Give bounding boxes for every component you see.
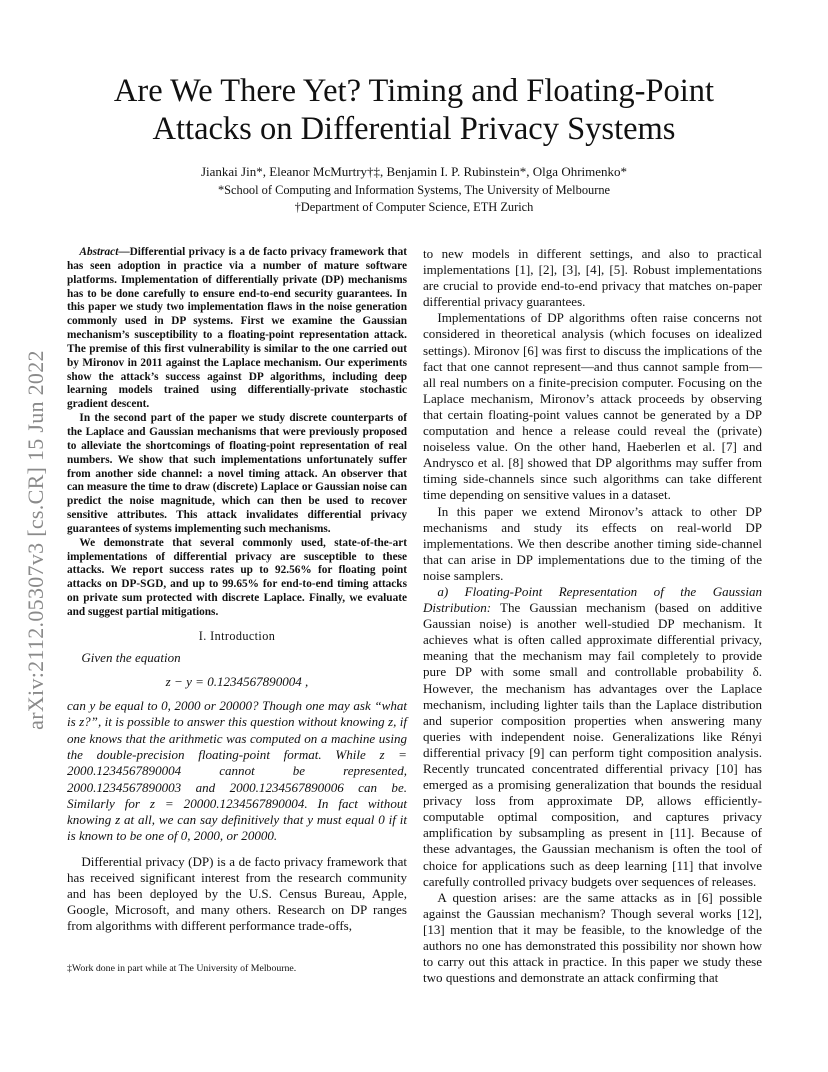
left-column [67,246,407,934]
subsection-heading-floating-point: a) Floating-Point Representation of the Gaussian Distribution: [423,583,762,616]
affiliation-eth: †Department of Computer Science, ETH Zurich [294,200,534,214]
right-paragraph-3: In this paper we extend Mironov’s attack to other DP mechanisms and study its effects on real-world DP implementations. We then describe another timing side-channel that can arise in DP implementations due to the timing of the noise samplers. [423,503,762,583]
abstract [67,246,407,620]
intro-equation: z − y = 0.1234567890004 , [165,673,309,689]
intro-italic-paragraph: can y be equal to 0, 2000 or 20000? Though one may ask “what is z?”, it is possible to answer this question without knowing z, if one knows that the arithmetic was computed on a machine using the double-precision floating-point format. While z = 2000.1234567890004 cannot be represented, 2000.1234567890003 and 2000.1234567890006 can be. Similarly for z = 20000.1234567890004. In fact without knowing z at all, we can say definitively that y must equal 0 if it is known to be one of 0, 2000, or 20000. [67,698,407,844]
right-paragraph-5: A question arises: are the same attacks as in [6] possible against the Gaussian mechanism? Though several works [12], [13] mention that it may be feasible, to the knowledge of the authors no one has demonstrated this possibility nor shown how to carry out this attack in practice. In this paper we study these two questions and demonstrate an attack confirming that [423,889,762,986]
right-paragraph-4: The Gaussian mechanism (based on additive Gaussian noise) is another well-studied DP mechanism. It achieves what is often called approximate differential privacy, meaning that the mechanism may fail completely to provide pure DP with some small and controllable probability δ. However, the mechanism has advantages over the Laplace mechanism, including lighter tails than the Laplace distribution and superior composition properties when answering many queries with independent noise. Generalizations like Rényi differential privacy [9] can perform tight composition analysis. Recently truncated concentrated differential privacy [10] has emerged as a promising generalization that bounds the residual privacy loss from approximate DP, allows efficiently-computable optimal composition, and captures privacy amplification by subsampling as present in [11]. Because of these advantages, the Gaussian mechanism is often the tool of choice for applications such as deep learning [11] that involve carefully controlled privacy budgets over sequences of releases. [423,600,762,889]
right-column [423,246,762,986]
paper-title-line-1: Are We There Yet? Timing and Floating-Point [113,73,715,109]
paper-title-line-2: Attacks on Differential Privacy Systems [152,111,676,147]
abstract-paragraph-1: —Differential privacy is a de facto privacy framework that has seen adoption in practice via a number of mature software platforms. Implementation of differentially private (DP) mechanisms has to be done carefully to ensure end-to-end security guarantees. In this paper we study two implementation flaws in the noise generation commonly used in DP systems. First we examine the Gaussian mechanism’s susceptibility to a floating-point representation attack. The premise of this first vulnerability is similar to the one carried out by Mironov in 2011 against the Laplace mechanism. Our experiments show the attack’s success against DP algorithms, including deep learning models trained using differentially-private stochastic gradient descent. [67,246,407,411]
intro-given-equation: Given the equation [81,649,181,665]
abstract-paragraph-2: In the second part of the paper we study discrete counterparts of the Laplace and Gaussian mechanisms that were previously proposed to alleviate the shortcomings of floating-point representation of real numbers. We show that such implementations unfortunately suffer from another side channel: a novel timing attack. An observer that can measure the time to draw (discrete) Laplace or Gaussian noise can predict the noise magnitude, which can then be used to recover sensitive attributes. This attack invalidates differential privacy guarantees of systems implementing such mechanisms. [67,412,407,535]
intro-dp-paragraph: Differential privacy (DP) is a de facto privacy framework that has received significant interest from the research community and has been deployed by the U.S. Census Bureau, Apple, Google, Microsoft, and many others. Research on DP ranges from algorithms with different performance trade-offs, [67,853,407,934]
section-heading-introduction: I. Introduction [198,628,276,643]
abstract-label: Abstract [79,246,119,258]
author-list: Jiankai Jin*, Eleanor McMurtry†‡, Benjamin I. P. Rubinstein*, Olga Ohrimenko* [200,164,628,179]
right-paragraph-1: to new models in different settings, and also to practical implementations [1], [2], [3], [4], [5]. Robust implementations are crucial to provide end-to-end privacy that matches on-paper differential privacy guarantees. [423,246,762,310]
right-paragraph-2: Implementations of DP algorithms often raise concerns not considered in theoretical analysis (which focuses on idealized settings). Mironov [6] was first to discuss the implications of the fact that one cannot represent—and thus cannot sample from—all real numbers on a finite-precision computer. Focusing on the Laplace mechanism, Mironov’s attack proceeds by observing that certain floating-point values cannot be generated by a DP computation and hence a release could reveal the (private) noiseless value. On the other hand, Haeberlen et al. [7] and Andrysco et al. [8] showed that DP algorithms may suffer from timing side-channels since such algorithms can take different time depending on sensitive values in a dataset. [423,310,762,503]
footnote: ‡Work done in part while at The University of Melbourne. [67,963,297,974]
affiliation-melbourne: *School of Computing and Information Systems, The University of Melbourne [217,183,611,197]
arxiv-identifier: arXiv:2112.05307v3 [cs.CR] 15 Jun 2022 [23,350,48,730]
abstract-paragraph-3: We demonstrate that several commonly used, state-of-the-art implementations of differential privacy are susceptible to these attacks. We report success rates up to 92.56% for floating point attacks on DP-SGD, and up to 99.65% for end-to-end timing attacks on private sum protected with discrete Laplace. Finally, we evaluate and suggest partial mitigations. [67,536,407,618]
